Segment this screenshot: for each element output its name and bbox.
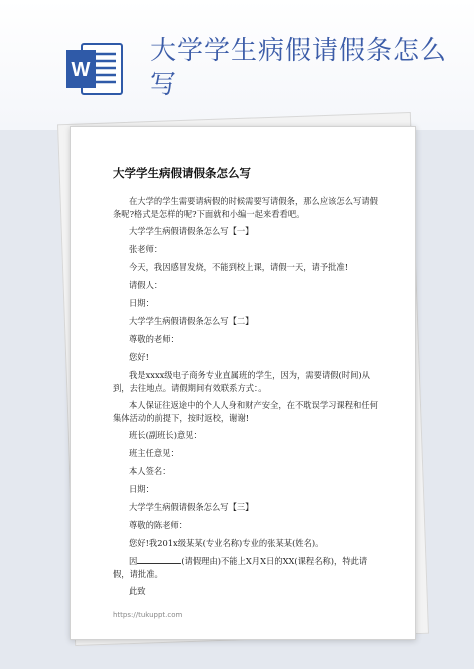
doc-line: 您好!我201x级某某(专业名称)专业的张某某(姓名)。 <box>129 538 324 548</box>
doc-paragraph: 我是xxxx级电子商务专业直属班的学生，因为，需要请假(时间)从到，去往地点。请假期间有效联系方式：。 <box>113 370 370 393</box>
doc-line: 今天，我因感冒发烧，不能到校上课，请假一天，请予批准! <box>129 262 349 272</box>
doc-line: 本人签名： <box>129 466 171 476</box>
doc-section-heading-1: 大学学生病假请假条怎么写【一】 <box>129 226 254 236</box>
fill-blank <box>137 555 181 564</box>
doc-line: 班主任意见： <box>129 448 179 458</box>
doc-line: 日期： <box>129 484 154 494</box>
doc-line: 尊敬的陈老师： <box>129 520 188 530</box>
doc-intro: 在大学的学生需要请病假的时候需要写请假条，那么应该怎么写请假条呢?格式是怎样的呢?下面就和小编一起来看看吧。 <box>113 196 378 219</box>
doc-paragraph: 本人保证往返途中的个人人身和财产安全，在不耽误学习课程和任何集体活动的前提下，按时返校，谢谢! <box>113 400 378 423</box>
doc-line: 张老师： <box>129 244 163 254</box>
doc-line: 班长(副班长)意见： <box>129 430 202 440</box>
word-document-icon <box>64 38 126 100</box>
svg-text:W: W <box>71 59 91 81</box>
doc-line: 请假人： <box>129 280 163 290</box>
doc-paragraph <box>113 555 383 581</box>
doc-line: 尊敬的老师： <box>129 334 179 344</box>
header-banner <box>0 0 474 130</box>
page-title: 大学学生病假请假条怎么写 <box>150 36 448 100</box>
doc-section-heading-3: 大学学生病假请假条怎么写【三】 <box>129 502 254 512</box>
doc-line: 您好! <box>129 352 149 362</box>
document-title: 大学学生病假请假条怎么写 <box>113 166 251 180</box>
document-page <box>70 126 416 640</box>
footer-url[interactable]: https://tukuppt.com <box>113 611 183 619</box>
doc-line-prefix: 因 <box>129 556 138 566</box>
doc-line: 日期： <box>129 298 154 308</box>
doc-line-rest: (请假理由)不能上X月X日的XX(课程名称)，特此请假，请批准。 <box>113 556 368 579</box>
doc-line: 此致 <box>129 586 146 596</box>
doc-section-heading-2: 大学学生病假请假条怎么写【二】 <box>129 316 254 326</box>
